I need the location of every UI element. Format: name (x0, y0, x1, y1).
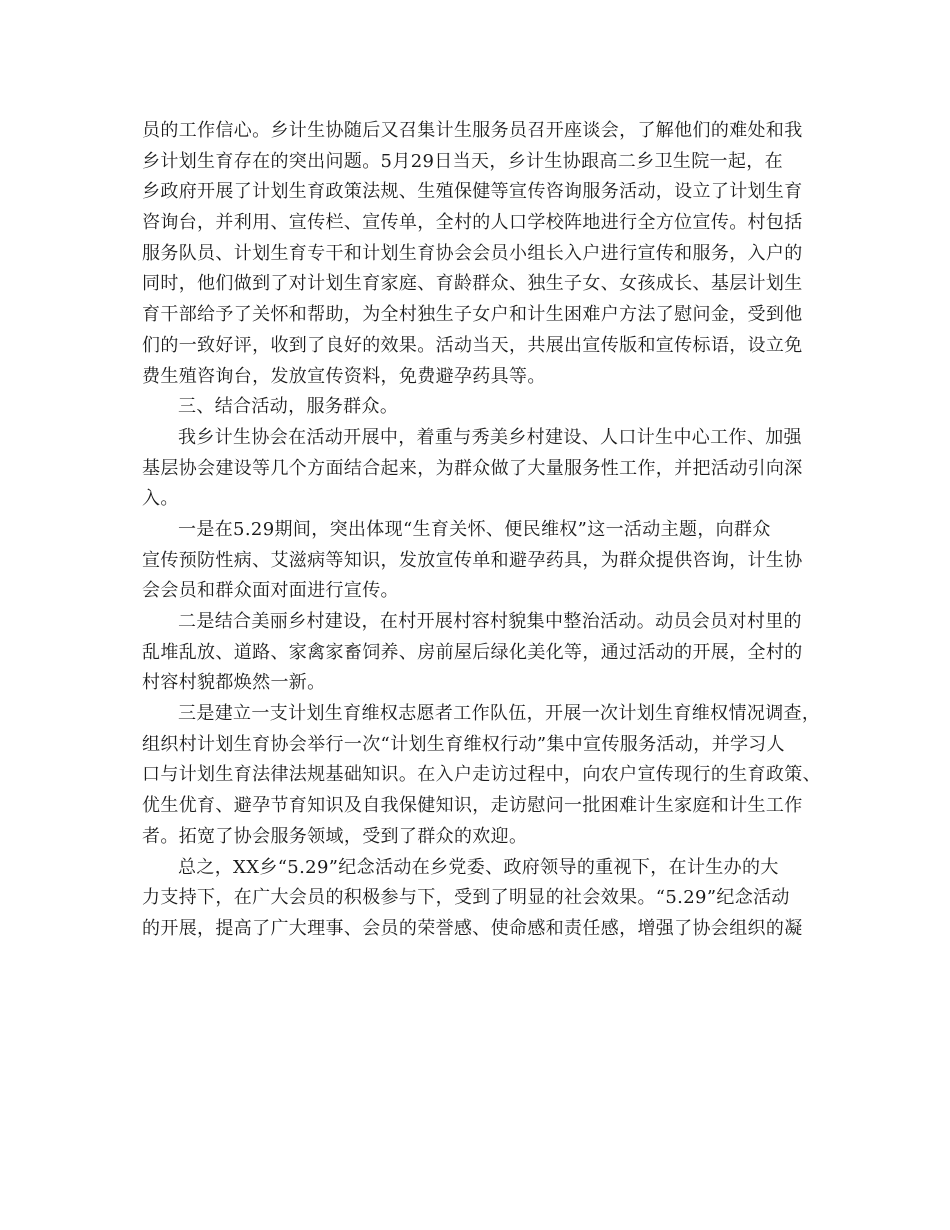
text-line: 口与计划生育法律法规基础知识。在入户走访过程中，向农户宣传现行的生育政策、 (142, 764, 821, 786)
text-line: 力支持下，在广大会员的积极参与下，受到了明显的社会效果。“5.29”纪念活动 (142, 887, 790, 909)
text-line: 基层协会建设等几个方面结合起来，为群众做了大量服务性工作，并把活动引向深 (142, 457, 803, 479)
text-line: 三、结合活动，服务群众。 (178, 396, 399, 418)
text-line: 者。拓宽了协会服务领域，受到了群众的欢迎。 (142, 825, 528, 847)
text-line: 乡政府开展了计划生育政策法规、生殖保健等宣传咨询服务活动，设立了计划生育 (142, 181, 803, 203)
text-line: 三是建立一支计划生育维权志愿者工作队伍，开展一次计划生育维权情况调查， (178, 703, 821, 725)
text-line: 组织村计划生育协会举行一次“计划生育维权行动”集中宣传服务活动，并学习人 (142, 733, 786, 755)
text-line: 的开展，提高了广大理事、会员的荣誉感、使命感和责任感，增强了协会组织的凝 (142, 917, 803, 939)
text-line: 服务队员、计划生育专干和计划生育协会会员小组长入户进行宣传和服务，入户的 (142, 242, 803, 264)
text-line: 二是结合美丽乡村建设，在村开展村容村貌集中整治活动。动员会员对村里的 (178, 611, 802, 632)
text-line: 乱堆乱放、道路、家禽家畜饲养、房前屋后绿化美化等，通过活动的开展，全村的 (142, 641, 803, 663)
text-line: 入。 (142, 488, 179, 510)
text-line: 乡计划生育存在的突出问题。5月29日当天，乡计生协跟高二乡卫生院一起，在 (142, 150, 783, 172)
text-line: 宣传预防性病、艾滋病等知识，发放宣传单和避孕药具，为群众提供咨询，计生协 (142, 549, 803, 571)
text-line: 咨询台，并利用、宣传栏、宣传单，全村的人口学校阵地进行全方位宣传。村包括 (142, 212, 803, 234)
text-line: 费生殖咨询台，发放宣传资料，免费避孕药具等。 (142, 365, 546, 387)
text-line: 总之，XX乡“5.29”纪念活动在乡党委、政府领导的重视下，在计生办的大 (178, 856, 779, 878)
text-line: 一是在5.29期间，突出体现“生育关怀、便民维权”这一活动主题，向群众 (178, 518, 771, 540)
document-body-text (142, 116, 822, 945)
text-line: 育干部给予了关怀和帮助，为全村独生子女户和计生困难户方法了慰问金，受到他 (142, 304, 803, 326)
text-line: 们的一致好评，收到了良好的效果。活动当天，共展出宣传版和宣传标语，设立免 (142, 334, 803, 356)
text-line: 员的工作信心。乡计生协随后又召集计生服务员召开座谈会，了解他们的难处和我 (142, 120, 803, 141)
text-line: 优生优育、避孕节育知识及自我保健知识，走访慰问一批困难计生家庭和计生工作 (142, 795, 803, 817)
text-line: 同时，他们做到了对计划生育家庭、育龄群众、独生子女、女孩成长、基层计划生 (142, 273, 803, 295)
text-line: 我乡计生协会在活动开展中，着重与秀美乡村建设、人口计生中心工作、加强 (178, 426, 802, 448)
text-line: 村容村貌都焕然一新。 (142, 672, 326, 694)
text-line: 会会员和群众面对面进行宣传。 (142, 580, 399, 602)
